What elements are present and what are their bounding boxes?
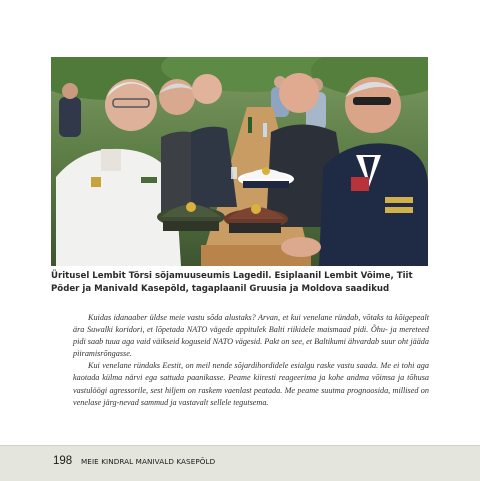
paragraph: Kui venelane ründaks Eestit, on meil nende sõjardihordidele esialgu raske vastu saada. Me ei tohi aga kaotada külma närvi ega sattuda paanikasse. Peame kiiresti reageerima ja kohe andma võimsa ja tõhusa vastulöögi agressorile, sest hiljem on raskem vaenlast peatada. Me peame suutma prognoosida, millised on venelase järg-nevad sammud ja vastavalt sellele tegutsema. [73,361,429,407]
page-number: 198 [53,455,73,467]
running-title: MEIE KINDRAL MANIVALD KASEPÕLD [81,457,216,466]
page-footer [0,445,480,481]
photo-caption: Üritusel Lembit Tõrsi sõjamuuseumis Lagedil. Esiplaanil Lembit Võime, Tiit Põder ja Manivald Kasepõld, tagaplaanil Gruusia ja Moldova saadikud [51,271,413,294]
paragraph: Kuidas idanaaber üldse meie vastu sõda alustaks? Arvan, et kui venelane ründab, võtaks ta kõigepealt ära Suwalki koridori, et lõpetada NATO vägede appitulek Balti riikidele maismaad pidi. Õhu- ja mereteed pidi saab tuua aga vaid väikseid koguseid NATO vägesid. Pakt on see, et Baltikumi ähvardab suur oht jääda piiramisrõngasse. [73,313,429,359]
body-text [73,312,429,409]
group-photo [51,57,428,266]
photo-illustration [51,57,428,266]
